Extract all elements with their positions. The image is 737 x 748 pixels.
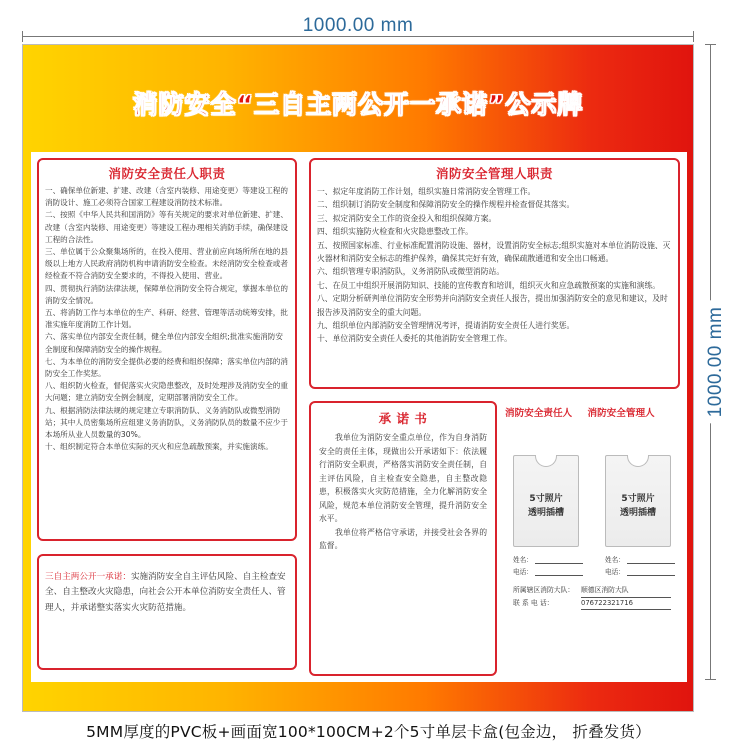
board-title: 消防安全“三自主两公开一承诺”公示牌 <box>132 90 584 119</box>
list-item: 六、落实单位内部安全责任制，健全单位内部安全组织;批准实施消防安全制度和保障消防安全的操作规程。 <box>45 332 283 354</box>
list-item: 二、按照《中华人民共和国消防》等有关规定的要求对单位新建、扩建、改建（含室内装修、用途变更）等建设工程办理相关消防手续，确保建设工程的合法性。 <box>45 210 288 244</box>
team-row <box>513 585 671 598</box>
photo-headings <box>505 405 685 419</box>
public-commitment-text <box>45 570 289 616</box>
photo-slot-line2: 透明插槽 <box>527 508 564 518</box>
photo-slot-notch <box>535 455 557 467</box>
manager-fields <box>605 554 675 578</box>
list-item: 四、组织实施防火检查和火灾隐患整改工作。 <box>317 227 473 237</box>
responsible-person-duties <box>37 158 297 541</box>
list-item: 一、确保单位新建、扩建、改建（含室内装修、用途变更）等建设工程的消防设计、施工必须符合国家工程建设消防技术标准。 <box>45 186 288 208</box>
list-item: 三、拟定消防安全工作的资金投入和组织保障方案。 <box>317 213 497 223</box>
list-item: 四、贯彻执行消防法律法规，保障单位消防安全符合规定，掌握本单位的消防安全情况。 <box>45 283 288 305</box>
team-label: 所属辖区消防大队： <box>513 586 575 594</box>
content-panel <box>31 152 687 682</box>
height-dimension <box>696 44 736 680</box>
photo-slot-line1: 5寸照片 <box>621 494 655 504</box>
phone-label: 电话： <box>605 568 625 576</box>
photo-slot-label <box>606 492 670 520</box>
name-label: 姓名： <box>605 556 625 564</box>
public-commitment-note <box>37 554 297 670</box>
height-tick-top <box>705 44 716 45</box>
height-dimension-label: 1000.00 mm <box>705 301 727 424</box>
list-item: 五、将消防工作与本单位的生产、科研、经营、管理等活动统筹安排，批准实施年度消防工作计划。 <box>45 308 288 330</box>
name-field-row <box>513 554 583 566</box>
list-item: 六、组织管理专职消防队，义务消防队或微型消防站。 <box>317 267 505 277</box>
list-item: 十、组织制定符合本单位实际的灭火和应急疏散预案，并实施演练。 <box>45 442 273 452</box>
list-item: 八、定期分析研判单位消防安全形势并向消防安全责任人报告，提出加强消防安全的意见和建议，及时报告涉及消防安全的重大问题。 <box>317 294 668 317</box>
list-item: 二、组织制订消防安全制度和保障消防安全的操作规程并检查督促其落实。 <box>317 200 575 210</box>
list-item: 十、单位消防安全责任人委托的其他消防安全管理工作。 <box>317 334 512 344</box>
name-blank <box>535 557 583 564</box>
list-item: 七、在员工中组织开展消防知识、技能的宣传教育和培训，组织灭火和应急疏散预案的实施和演练。 <box>317 280 661 290</box>
phone-field-row <box>513 566 583 578</box>
responsible-person-heading: 消防安全责任人职责 <box>108 166 226 181</box>
promise-letter <box>309 401 497 676</box>
list-item: 三、单位属于公众聚集场所的，在投入使用、营业前应向场所所在地的县级以上地方人民政府消防机构申请消防安全检查。未经消防安全检查或者经检查不符合消防安全要求的，不得投入使用、营业。 <box>45 247 288 281</box>
photo-head-manager: 消防安全管理人 <box>587 408 655 419</box>
name-blank <box>627 557 675 564</box>
phone-blank <box>535 569 583 576</box>
notice-board <box>22 44 694 712</box>
list-item: 九、根据消防法律法规的规定建立专职消防队、义务消防队或微型消防站；其中人员密集场所应组建义务消防队，义务消防队员的数量不应少于本场所从业人员数量的30%。 <box>45 405 288 440</box>
name-label: 姓名： <box>513 556 533 564</box>
public-commitment-lead: 三自主两公开一承诺： <box>45 572 131 582</box>
photo-slot-responsible <box>513 455 579 547</box>
fire-team-contact <box>513 585 671 610</box>
manager-heading: 消防安全管理人职责 <box>435 166 553 181</box>
photo-head-responsible: 消防安全责任人 <box>505 408 573 419</box>
height-tick-bottom <box>705 679 716 680</box>
photo-slot-manager <box>605 455 671 547</box>
photo-slot-notch <box>627 455 649 467</box>
manager-list <box>311 185 678 346</box>
manager-duties <box>309 158 680 389</box>
list-item: 七、为本单位的消防安全提供必要的经费和组织保障；落实单位内部的消防安全工作奖惩。 <box>45 356 288 379</box>
width-dimension <box>22 15 694 45</box>
phone-field-row <box>605 566 675 578</box>
photo-slot-line2: 透明插槽 <box>619 508 656 518</box>
name-field-row <box>605 554 675 566</box>
photo-slot-line1: 5寸照片 <box>529 494 563 504</box>
responsible-person-list <box>39 185 295 453</box>
team-value: 顺德区消防大队 <box>581 585 671 598</box>
responsible-fields <box>513 554 583 578</box>
promise-paragraph: 我单位为消防安全重点单位，作为自身消防安全的责任主体，现做出公开承诺如下：依法履行消防安全职责，严格落实消防安全责任制，自主评估风险，自主检查安全隐患，自主整改隐患，积极落实火灾防范措施，全力化解消防安全风险，规范本单位消防安全管理，提升消防安全水平。 <box>319 433 487 523</box>
list-item: 一、拟定年度消防工作计划，组织实施日常消防安全管理工作。 <box>317 187 536 196</box>
product-caption: 5MM厚度的PVC板+画面宽100*100CM+2个5寸单层卡盒(包金边， 折叠发货） <box>86 723 651 741</box>
list-item: 五、按照国家标准、行业标准配置消防设施、器材，设置消防安全标志;组织实施对本单位消防设施、灭火器材和消防安全标志的维护保养，确保其完好有效，确保疏散通道和安全出口畅通。 <box>317 240 671 264</box>
contact-row <box>513 598 671 611</box>
contact-label: 联 系 电 话： <box>513 598 554 607</box>
phone-blank <box>627 569 675 576</box>
width-dimension-label: 1000.00 mm <box>22 15 694 37</box>
promise-heading: 承 诺 书 <box>378 411 428 426</box>
public-commitment-body: 实施消防安全自主评估风险、自主检查安全、自主整改火灾隐患，向社会公开本单位消防安全责任人、管理人，并承诺整实落实火灾防范措施。 <box>45 572 286 613</box>
contact-value: 076722321716 <box>581 598 671 611</box>
promise-paragraph: 我单位将严格信守承诺，并接受社会各界的监督。 <box>319 527 487 550</box>
list-item: 八、组织防火检查，督促落实火灾隐患整改，及时处理涉及消防安全的重大问题；建立消防安全例会制度，定期部署消防安全工作。 <box>45 381 288 403</box>
list-item: 九、组织单位内部消防安全管理情况考评，提请消防安全责任人进行奖惩。 <box>317 321 575 331</box>
photo-area <box>505 401 685 676</box>
phone-label: 电话： <box>513 568 533 576</box>
photo-slot-label <box>514 492 578 520</box>
